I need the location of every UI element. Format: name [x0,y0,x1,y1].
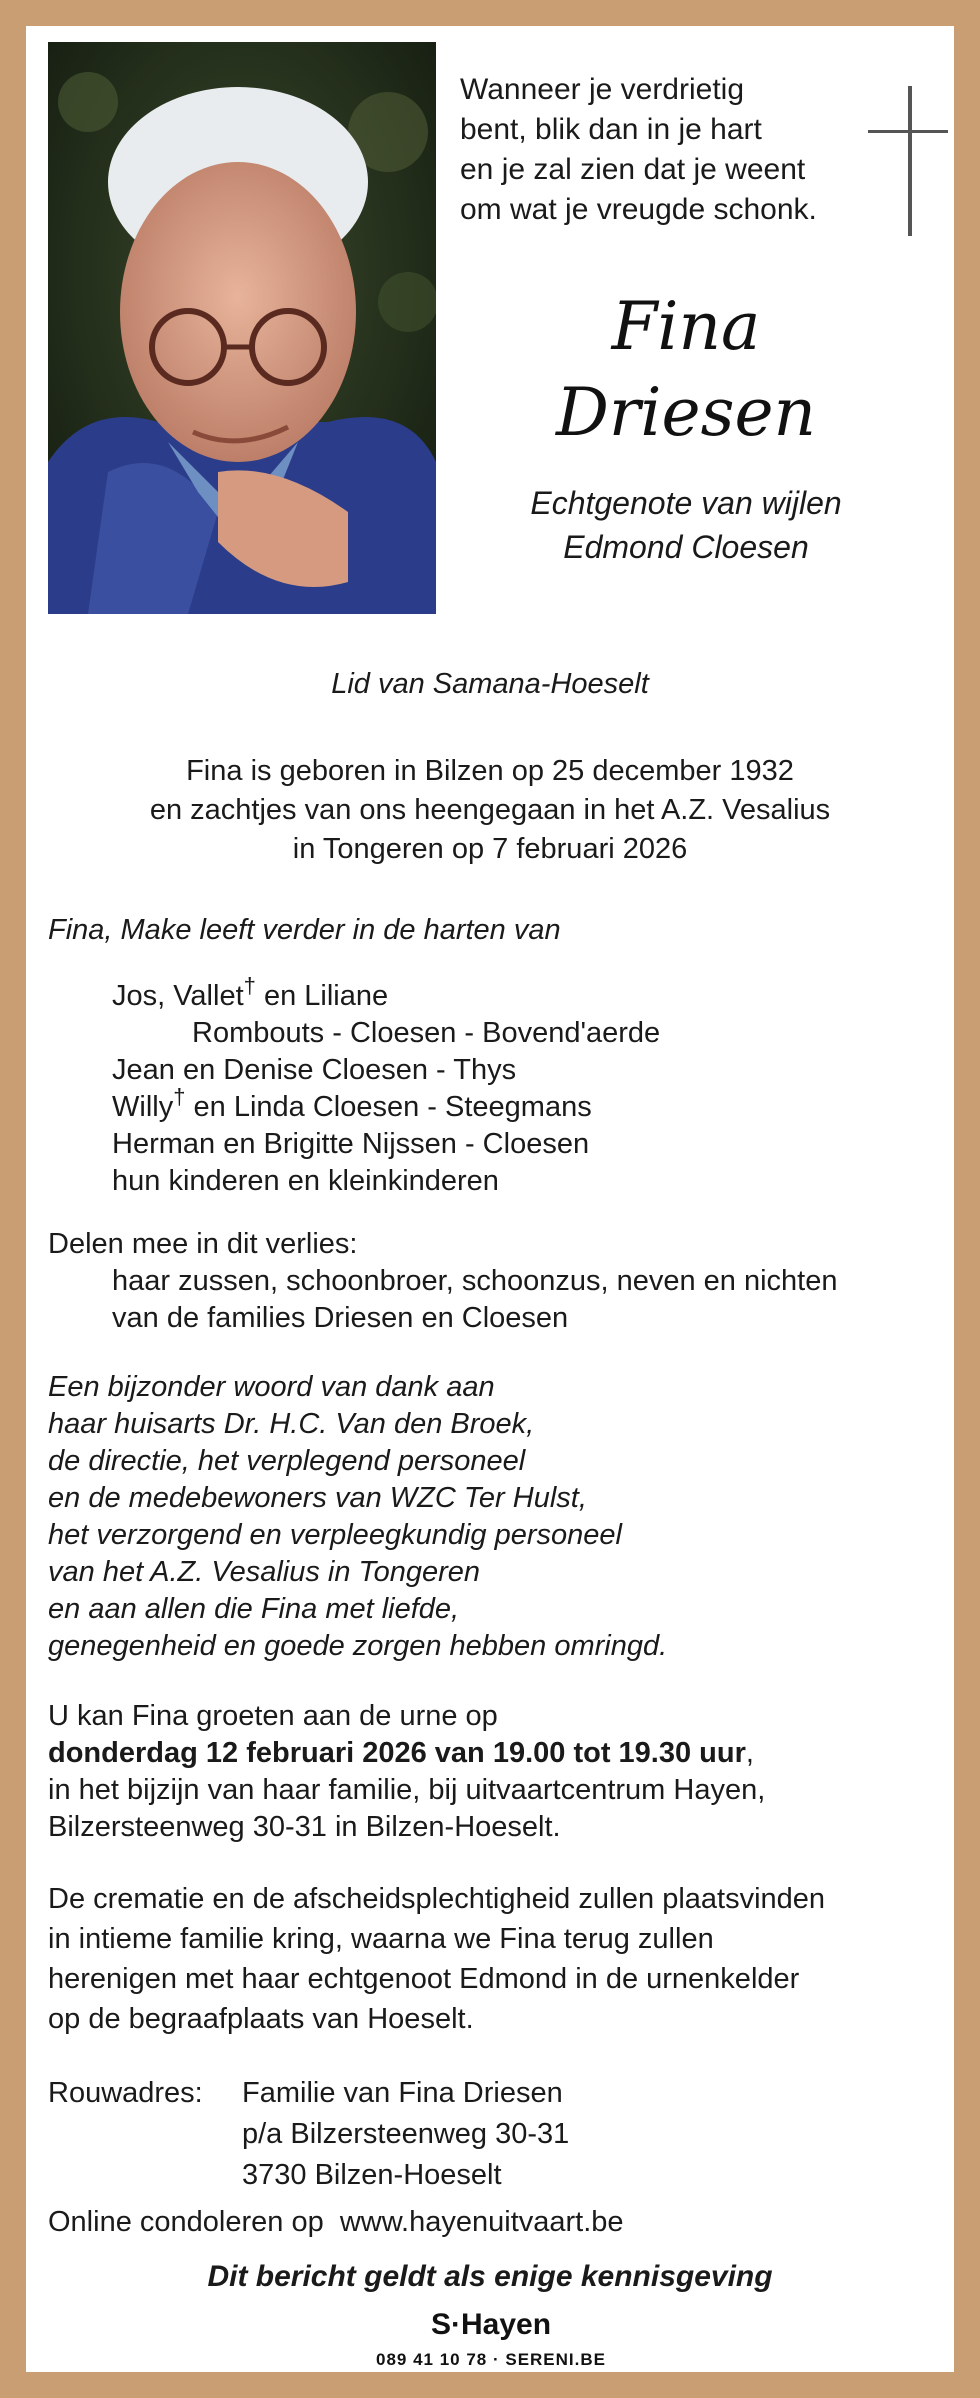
closing-notice: Dit bericht geldt als enige kennisgeving [207,2260,773,2293]
thanks-line: het verzorgend en verpleegkundig personeel [48,1519,622,1551]
last-name: Driesen [555,374,817,451]
poem-line: en je zal zien dat je weent [460,153,806,186]
family-name: en Linda Cloesen - Steegmans [185,1091,592,1123]
thanks-line: de directie, het verplegend personeel [48,1445,526,1477]
spouse-line: Edmond Cloesen [563,529,809,565]
share-loss-line: van de families Driesen en Cloesen [112,1302,569,1334]
obituary-card [26,26,954,2372]
funeral-home-logo: S·Hayen [430,2308,552,2341]
condolence-link[interactable]: www.hayenuitvaart.be [339,2206,624,2238]
thanks-line: haar huisarts Dr. H.C. Van den Broek, [48,1408,535,1440]
visit-line: in het bijzijn van haar familie, bij uitvaartcentrum Hayen, [48,1774,766,1806]
thanks-line: en de medebewoners van WZC Ter Hulst, [48,1482,587,1514]
membership: Lid van Samana-Hoeselt [331,668,649,700]
family-line: Rombouts - Cloesen - Bovend'aerde [192,1017,661,1049]
thanks-line: en aan allen die Fina met liefde, [48,1593,460,1625]
address-line: p/a Bilzersteenweg 30-31 [242,2118,570,2150]
lives-on-intro: Fina, Make leeft verder in de harten van [48,914,561,946]
family-line: Jean en Denise Cloesen - Thys [112,1054,517,1086]
portrait-illustration [48,42,436,614]
birth-death-line: in Tongeren op 7 februari 2026 [292,833,688,865]
poem [460,70,880,230]
dagger-icon: † [173,1084,186,1109]
visit-line: Bilzersteenweg 30-31 in Bilzen-Hoeselt. [48,1811,561,1843]
family-line [112,973,389,1016]
visit-line: U kan Fina groeten aan de urne op [48,1700,498,1732]
online-condolence [48,2204,624,2241]
spouse-info [426,481,946,569]
first-name: Fina [611,288,761,365]
address-line: 3730 Bilzen-Hoeselt [242,2159,502,2191]
birth-death-info [26,752,954,869]
visit-date-suffix: , [745,1737,754,1769]
address-label: Rouwadres: [48,2077,203,2109]
deceased-name [426,284,946,456]
spouse-line: Echtgenote van wijlen [530,485,842,521]
share-loss-intro: Delen mee in dit verlies: [48,1228,358,1260]
cremation-line: De crematie en de afscheidsplechtigheid zullen plaatsvinden [48,1883,826,1915]
cremation-line: op de begraafplaats van Hoeselt. [48,2003,474,2035]
cremation-line: in intieme familie kring, waarna we Fina terug zullen [48,1923,714,1955]
visit-date [48,1735,754,1772]
thanks-line: van het A.Z. Vesalius in Tongeren [48,1556,481,1588]
poem-line: bent, blik dan in je hart [460,113,762,146]
online-label: Online condoleren op [48,2206,324,2238]
family-name: Willy [112,1091,174,1123]
birth-death-line: Fina is geboren in Bilzen op 25 december 1932 [186,755,794,787]
family-line: Herman en Brigitte Nijssen - Cloesen [112,1128,590,1160]
family-name: Jos, Vallet [112,980,244,1012]
poem-line: Wanneer je verdrietig [460,73,745,106]
thanks-line: genegenheid en goede zorgen hebben omringd. [48,1630,668,1662]
cremation-line: herenigen met haar echtgenoot Edmond in de urnenkelder [48,1963,800,1995]
address-line: Familie van Fina Driesen [242,2077,563,2109]
family-line: hun kinderen en kleinkinderen [112,1165,499,1197]
birth-death-line: en zachtjes van ons heengegaan in het A.Z. Vesalius [149,794,831,826]
family-line [112,1084,592,1127]
visit-date-bold: donderdag 12 februari 2026 van 19.00 tot 19.30 uur [48,1737,746,1769]
thanks-line: Een bijzonder woord van dank aan [48,1371,495,1403]
share-loss-line: haar zussen, schoonbroer, schoonzus, neven en nichten [112,1265,838,1297]
family-name: en Liliane [255,980,389,1012]
poem-line: om wat je vreugde schonk. [460,193,817,226]
funeral-home-footer [314,2300,668,2372]
dagger-icon: † [243,973,256,998]
cross-icon [868,86,948,256]
portrait-photo [48,42,436,614]
funeral-home-contact: 089 41 10 78 · SERENI.BE [375,2350,606,2369]
